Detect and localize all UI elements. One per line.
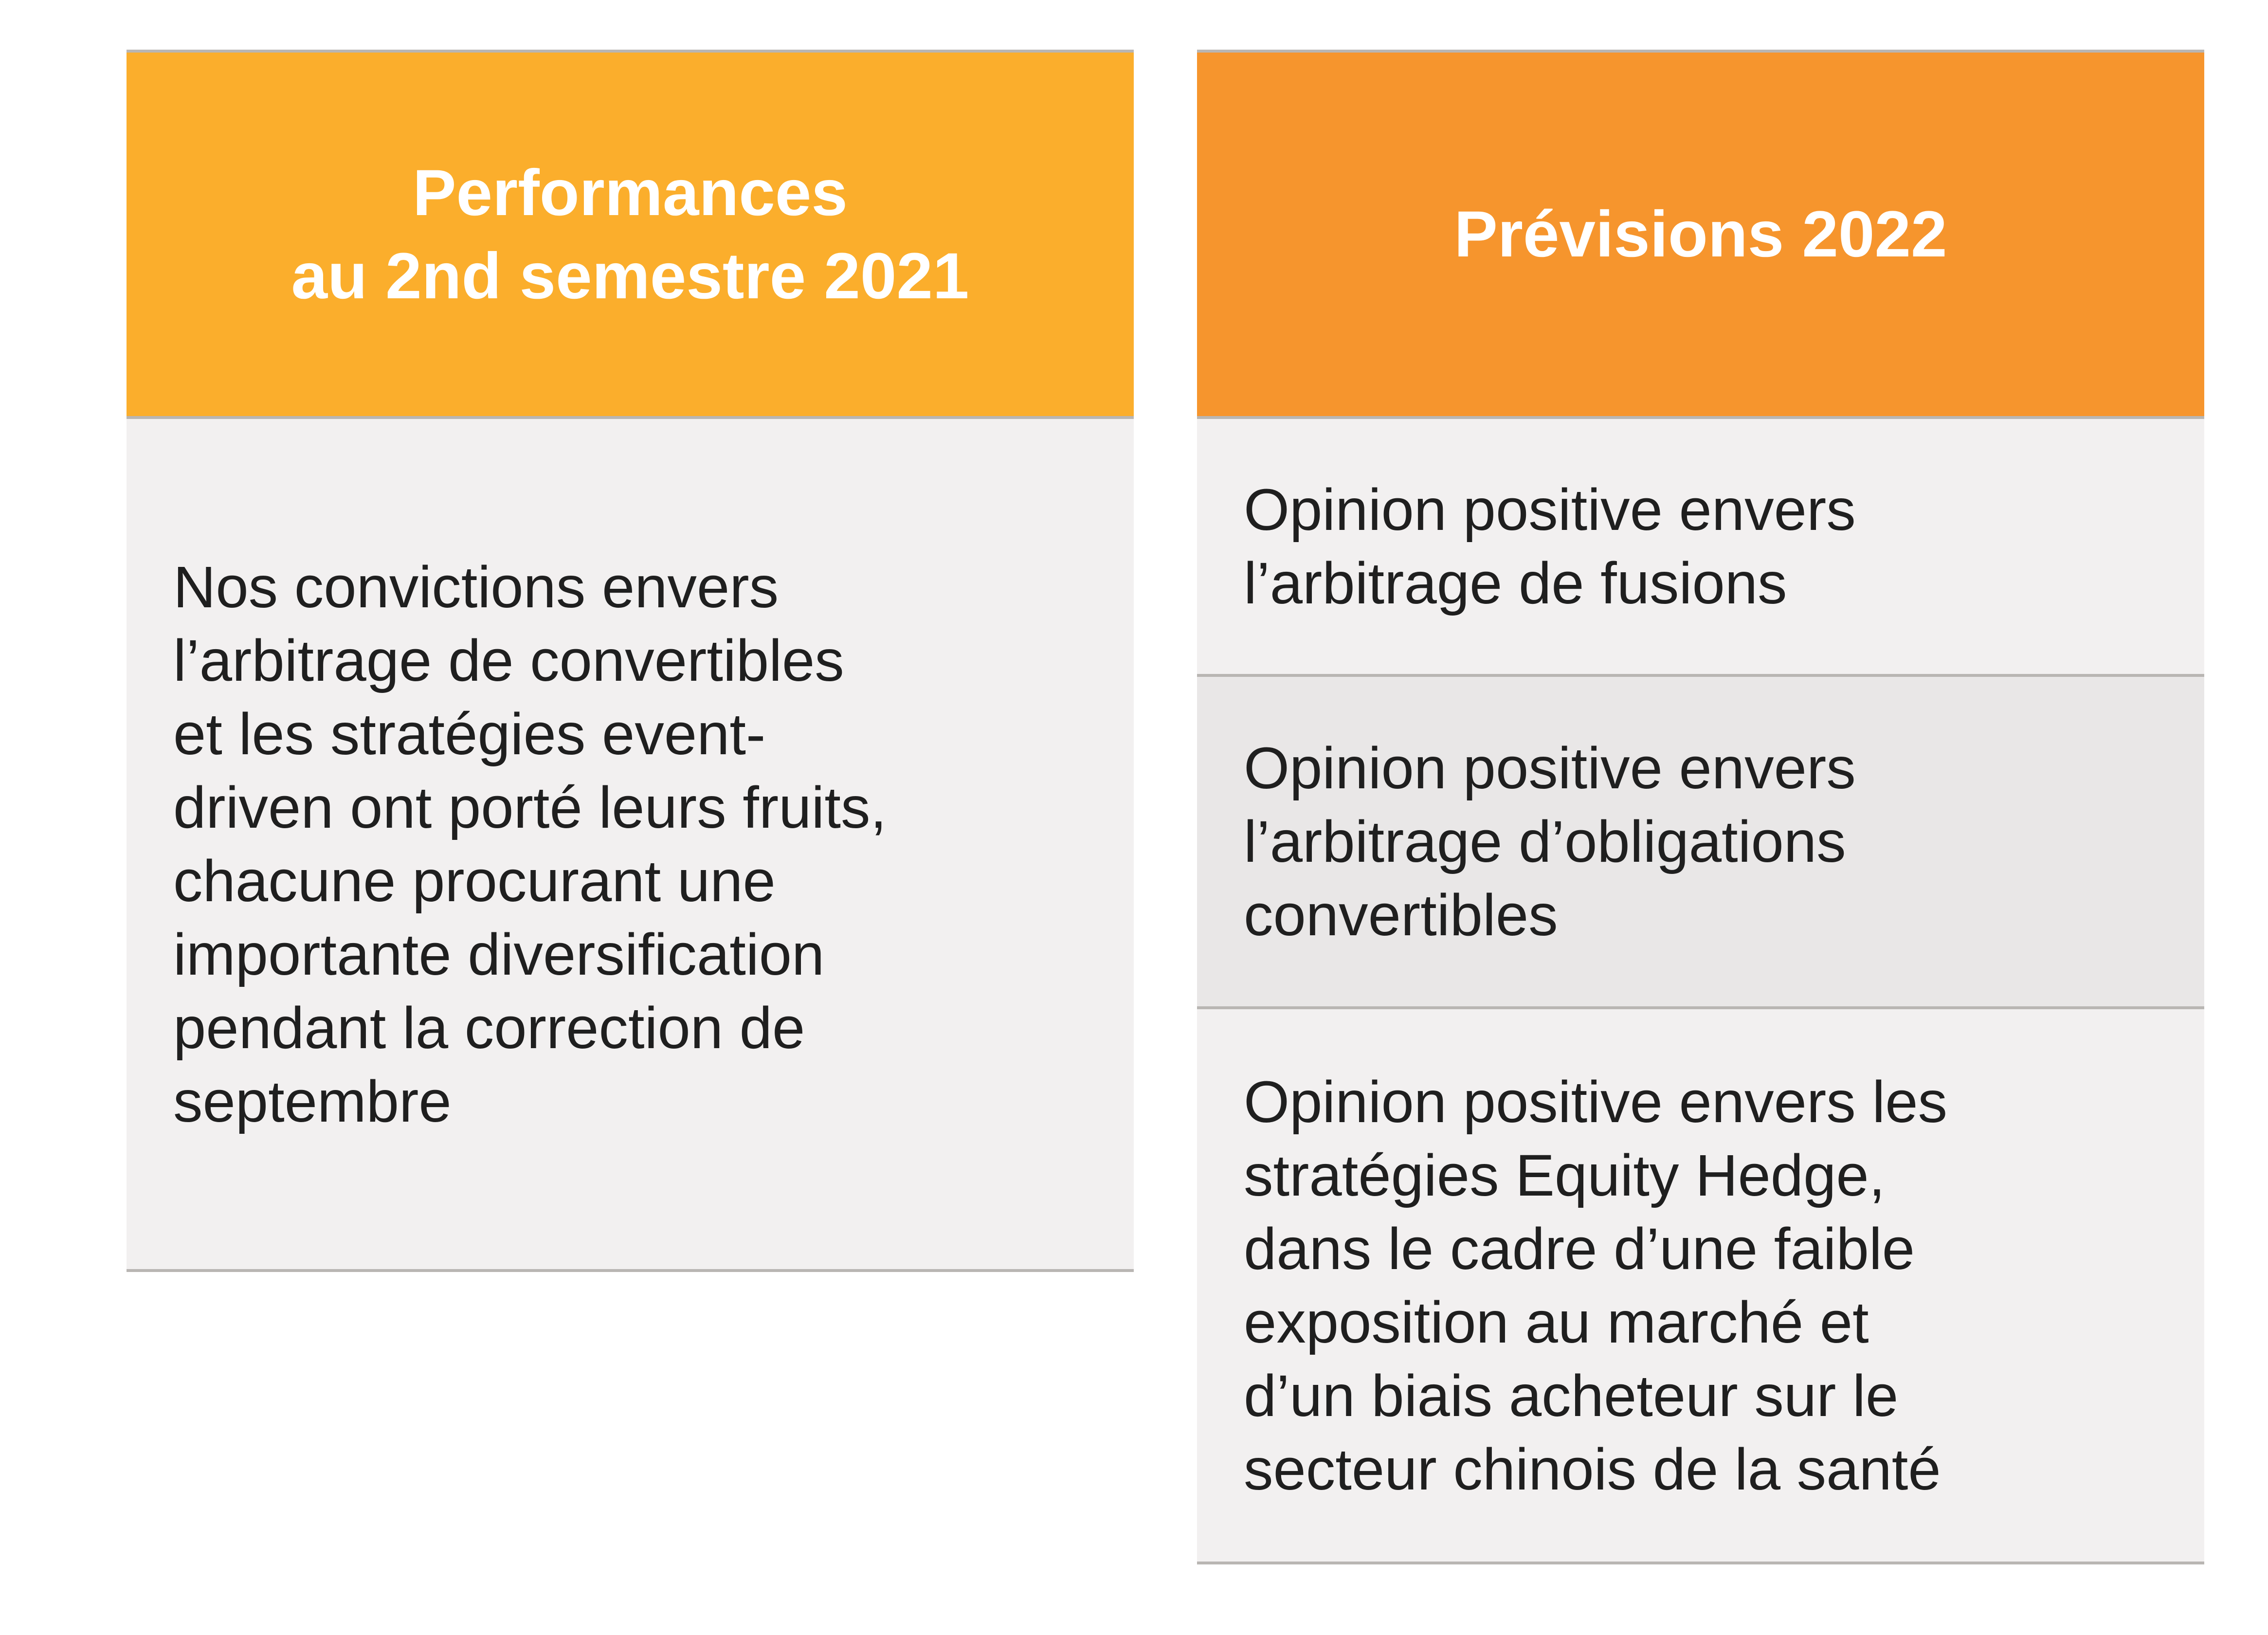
forecast-row-equity-hedge: [1197, 1009, 2204, 1564]
forecast-header: Prévisions 2022: [1197, 50, 2204, 419]
forecast-row-text: Opinion positive envers l’arbitrage de fusions: [1244, 476, 1856, 616]
forecast-row-merger-arbitrage: [1197, 419, 2204, 677]
performance-header: Performances au 2nd semestre 2021: [127, 50, 1134, 419]
forecast-row-convertible-arbitrage: [1197, 677, 2204, 1009]
performance-text: Nos convictions envers l’arbitrage de convertibles et les stratégies event- driven ont porté leurs fruits, chacune procurant une importante diversification pendant la correction de septembre: [173, 553, 887, 1134]
performance-cell: [127, 419, 1134, 1272]
forecast-panel: [1197, 50, 2204, 1564]
forecast-row-text: Opinion positive envers l’arbitrage d’obligations convertibles: [1244, 735, 1856, 948]
forecast-row-text: Opinion positive envers les stratégies Equity Hedge, dans le cadre d’une faible exposition au marché et d’un biais acheteur sur le secteur chinois de la santé: [1244, 1068, 1948, 1502]
performance-panel: [127, 50, 1134, 1272]
